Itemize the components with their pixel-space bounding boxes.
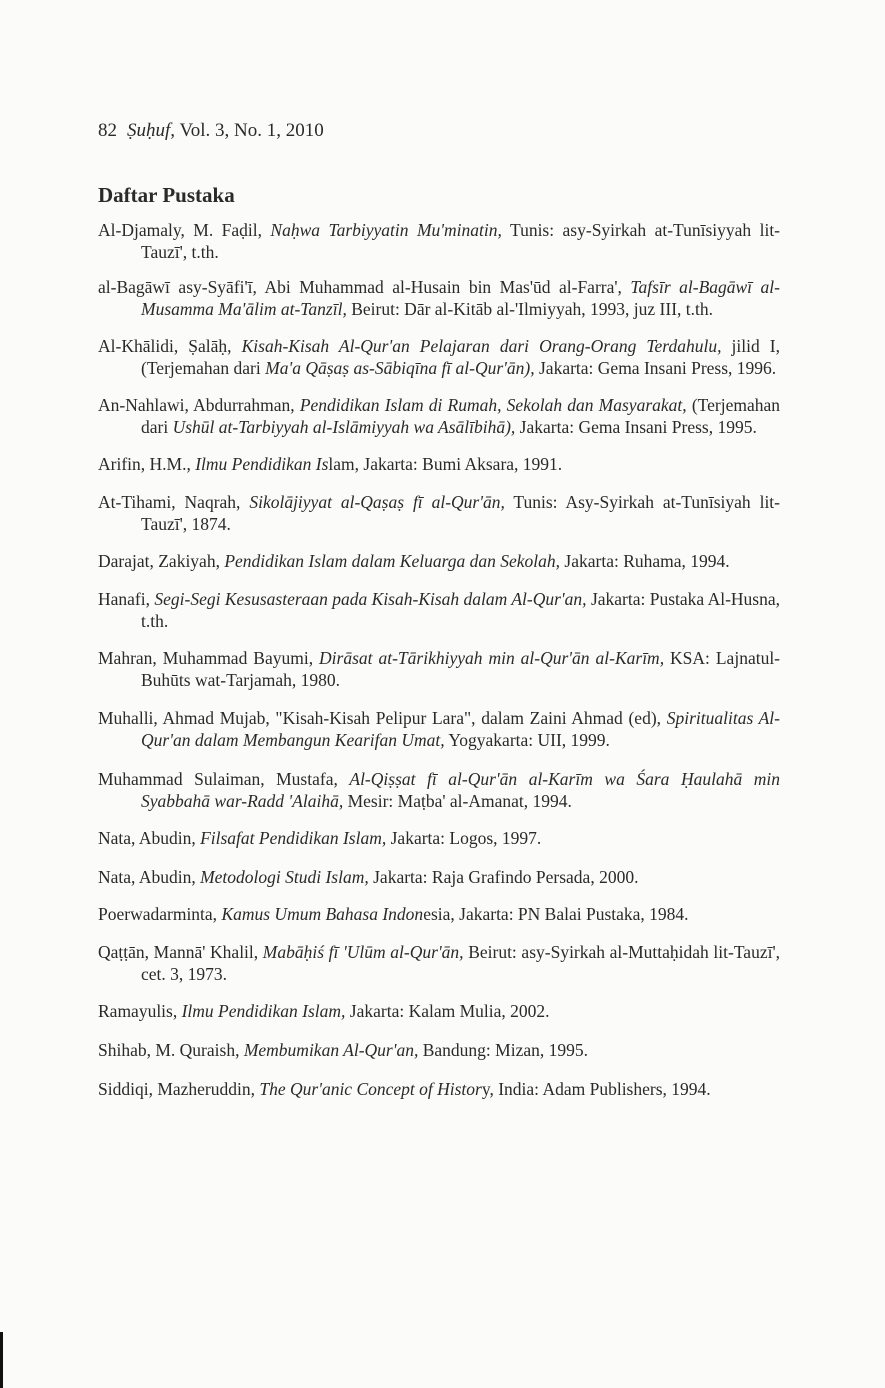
reference-text: Mesir: Maṭba' al-Amanat, 1994. — [343, 791, 572, 811]
reference-entry — [98, 1078, 780, 1100]
reference-text: Qaṭṭān, Mannā' Khalil, — [98, 942, 263, 962]
reference-title: Filsafat Pendidikan Islam, — [200, 828, 387, 848]
reference-text: Al-Djamaly, M. Faḍil, — [98, 220, 271, 240]
reference-title: Dirāsat at-Tārikhiyyah min al-Qur'ān al-Karīm, — [319, 648, 665, 668]
reference-title: Mabāḥiś fī 'Ulūm al-Qur'ān, — [262, 942, 464, 962]
reference-text: Ramayulis, — [98, 1001, 182, 1021]
reference-text: Siddiqi, Mazheruddin, — [98, 1079, 260, 1099]
journal-volume: Vol. 3, No. 1, 2010 — [179, 120, 324, 141]
reference-entry — [98, 219, 780, 263]
reference-text: esia, Jakarta: PN Balai Pustaka, 1984. — [423, 904, 689, 924]
reference-text: Jakarta: Pustaka Al-Husna, t.th. — [141, 589, 780, 631]
reference-text: Darajat, Zakiyah, — [98, 551, 225, 571]
reference-title: Sikolājiyyat al-Qaṣaṣ fī al-Qur'ān, — [249, 492, 505, 512]
reference-text: Tunis: Asy-Syirkah at-Tunīsiyah lit-Tauzī', 1874. — [141, 492, 781, 534]
reference-text: Jakarta: Raja Grafindo Persada, 2000. — [368, 867, 639, 887]
reference-entry — [98, 453, 780, 475]
reference-title: Al-Qiṣṣat fī al-Qur'ān al-Karīm wa Śara Ḥaulahā min Syabbahā war-Radd 'Alaihā, — [141, 769, 780, 811]
section-title: Daftar Pustaka — [98, 183, 235, 207]
reference-text: Nata, Abudin, — [98, 867, 201, 887]
reference-text: Al-Khālidi, Ṣalāḥ, — [98, 336, 242, 356]
reference-text: Beirut: asy-Syirkah al-Muttaḥidah lit-Tauzī', cet. 3, 1973. — [141, 942, 780, 984]
reference-entry — [98, 276, 780, 320]
page-number: 82 — [98, 120, 117, 141]
reference-title: Segi-Segi Kesusasteraan pada Kisah-Kisah dalam Al-Qur'an, — [154, 589, 587, 609]
reference-title: Ilmu Pendidikan Is — [195, 454, 329, 474]
reference-text: Nata, Abudin, — [98, 828, 201, 848]
running-header — [98, 120, 324, 142]
reference-title: Kamus Umum Bahasa Indon — [221, 904, 424, 924]
reference-title: Pendidikan Islam di Rumah, Sekolah dan Masyarakat, — [299, 395, 687, 415]
reference-title: Metodologi Studi Islam, — [200, 867, 369, 887]
reference-title: Ma'a Qāṣaṣ as-Sābiqīna fī al-Qur'ān), — [265, 358, 535, 378]
reference-text: y, India: Adam Publishers, 1994. — [481, 1079, 711, 1099]
reference-text: Jakarta: Logos, 1997. — [386, 828, 542, 848]
reference-entry — [98, 394, 780, 438]
reference-entry — [98, 941, 780, 985]
reference-text: At-Tihami, Naqrah, — [98, 492, 250, 512]
reference-text: Yogyakarta: UII, 1999. — [444, 730, 610, 750]
reference-entry — [98, 1000, 780, 1022]
reference-text: lam, Jakarta: Bumi Aksara, 1991. — [328, 454, 563, 474]
reference-text: al-Bagāwī asy-Syāfi'ī, Abi Muhammad al-Husain bin Mas'ūd al-Farra', — [98, 277, 631, 297]
page-edge-mark — [0, 1332, 3, 1388]
reference-text: Poerwadarminta, — [98, 904, 222, 924]
reference-text: Muhalli, Ahmad Mujab, "Kisah-Kisah Pelipur Lara", dalam Zaini Ahmad (ed), — [98, 708, 667, 728]
reference-text: Jakarta: Gema Insani Press, 1995. — [515, 417, 757, 437]
reference-entry — [98, 491, 780, 535]
reference-text: Jakarta: Gema Insani Press, 1996. — [534, 358, 777, 378]
reference-entry — [98, 827, 780, 849]
reference-entry — [98, 550, 780, 572]
reference-title: Kisah-Kisah Al-Qur'an Pelajaran dari Orang-Orang Terdahulu, — [241, 336, 722, 356]
reference-title: The Qur'anic Concept of Histor — [259, 1079, 482, 1099]
reference-title: Tafsīr al-Bagāwī al-Musamma Ma'ālim at-Tanzīl, — [141, 277, 780, 319]
reference-title: Pendidikan Islam dalam Keluarga dan Sekolah, — [224, 551, 561, 571]
reference-entry — [98, 707, 780, 751]
reference-text: (Terjemahan dari — [141, 395, 780, 437]
journal-name: Ṣuḥuf, — [127, 120, 176, 141]
reference-entry — [98, 768, 780, 812]
reference-text: Jakarta: Ruhama, 1994. — [560, 551, 730, 571]
reference-text: An-Nahlawi, Abdurrahman, — [98, 395, 300, 415]
reference-text: Muhammad Sulaiman, Mustafa, — [98, 769, 350, 789]
reference-title: Ilmu Pendidikan Islam, — [181, 1001, 346, 1021]
reference-text: KSA: Lajnatul-Buhūts wat-Tarjamah, 1980. — [141, 648, 781, 690]
reference-title: Spiritualitas Al-Qur'an dalam Membangun Kearifan Umat, — [141, 708, 781, 750]
reference-title: Naḥwa Tarbiyyatin Mu'minatin, — [270, 220, 502, 240]
reference-entry — [98, 335, 780, 379]
reference-list — [98, 219, 780, 1100]
reference-text: Bandung: Mizan, 1995. — [418, 1040, 588, 1060]
reference-text: Tunis: asy-Syirkah at-Tunīsiyyah lit-Tauzī', t.th. — [141, 220, 781, 262]
reference-text: Arifin, H.M., — [98, 454, 196, 474]
reference-title: Ushūl at-Tarbiyyah al-Islāmiyyah wa Asālībihā), — [172, 417, 516, 437]
reference-title: Membumikan Al-Qur'an, — [243, 1040, 419, 1060]
reference-text: Jakarta: Kalam Mulia, 2002. — [345, 1001, 550, 1021]
reference-text: Shihab, M. Quraish, — [98, 1040, 244, 1060]
reference-text: Beirut: Dār al-Kitāb al-'Ilmiyyah, 1993, juz III, t.th. — [346, 299, 714, 319]
reference-entry — [98, 588, 780, 632]
reference-entry — [98, 866, 780, 888]
reference-text: Mahran, Muhammad Bayumi, — [98, 648, 320, 668]
reference-entry — [98, 1039, 780, 1061]
reference-entry — [98, 647, 780, 691]
reference-text: Hanafi, — [98, 589, 155, 609]
reference-text: jilid I, (Terjemahan dari — [141, 336, 781, 378]
reference-entry — [98, 903, 780, 925]
